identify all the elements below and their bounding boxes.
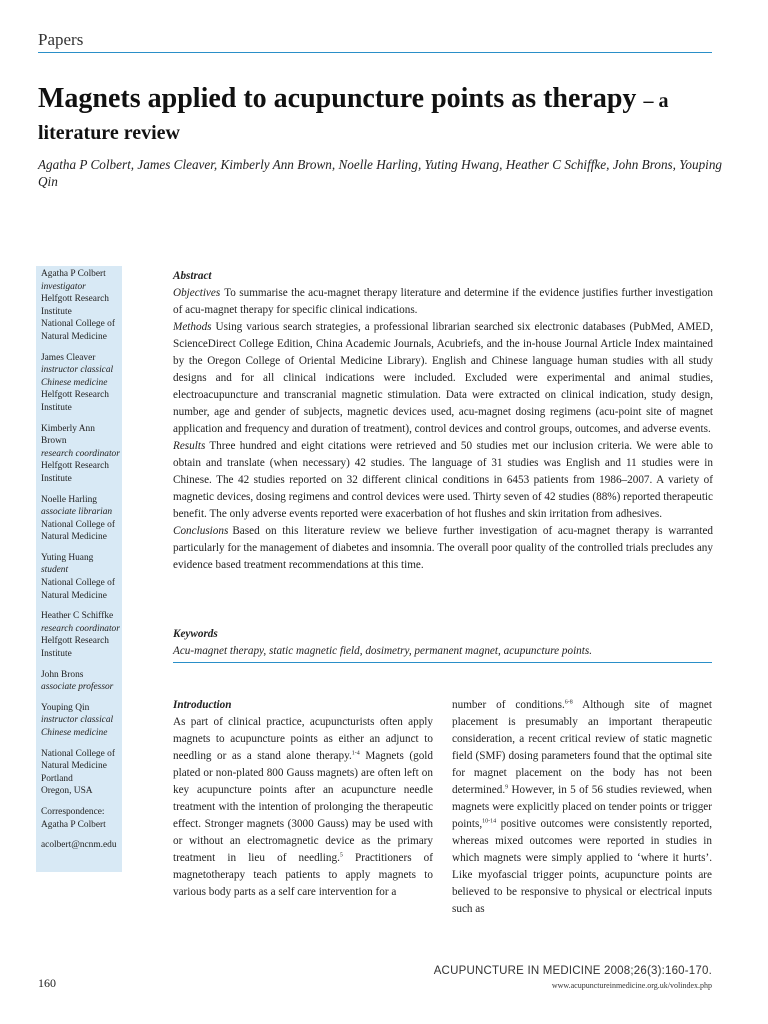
address-block [41, 748, 122, 798]
abstract-section-label: Objectives [173, 287, 221, 299]
address-line: Portland [41, 773, 73, 784]
keywords-text: Acu-magnet therapy, static magnetic field, dosimetry, permanent magnet, acupuncture points. [173, 645, 593, 657]
body-text: Although site of magnet placement is presumably an important therapeutic consideration, a recent critical review of static magnetic field (SMF) dosing parameters found that the optimal site for magnet placement on the body has not been determined. [452, 699, 712, 796]
affiliation-item [41, 702, 122, 740]
affiliation-item [41, 552, 122, 602]
correspondence-label: Correspondence: [41, 806, 105, 817]
journal-citation: ACUPUNCTURE IN MEDICINE 2008;26(3):160-170. [433, 965, 712, 977]
affiliation-item [41, 352, 122, 415]
introduction-paragraph [173, 714, 433, 901]
abstract-section-label: Conclusions [173, 525, 229, 537]
citation-reference[interactable]: 1-4 [351, 750, 360, 757]
body-text: Practitioners of magnetotherapy teach patients to apply magnets to various body parts as a self care intervention for a [173, 852, 433, 898]
top-divider [38, 52, 712, 53]
abstract-section [173, 523, 713, 574]
body-text: number of conditions. [452, 699, 565, 711]
body-text: However, in 5 of 56 studies reviewed, when magnets were explicitly placed on tender points or trigger points, [452, 784, 712, 830]
body-column-left [173, 697, 433, 901]
journal-url[interactable]: www.acupunctureinmedicine.org.uk/volindex.php [551, 981, 712, 990]
introduction-heading: Introduction [173, 699, 232, 711]
section-label: Papers [38, 30, 84, 49]
affiliation-item [41, 494, 122, 544]
correspondence-email[interactable]: acolbert@ncnm.edu [41, 840, 117, 851]
body-text: As part of clinical practice, acupuncturists often apply magnets to acupuncture points as either an adjunct to needling or as a stand alone therapy. [173, 716, 433, 762]
citation-reference[interactable]: 10-14 [482, 818, 497, 825]
address-line: Oregon, USA [41, 786, 93, 797]
abstract-body [173, 285, 713, 574]
abstract-section-text: Three hundred and eight citations were retrieved and 50 studies met our inclusion criteria. We were able to obtain and translate (when necessary) 42 studies. The language of 31 studies was English and 11 studies were in Chinese. The 42 studies reported on 32 different clinical conditions in 6453 patients from 1986–2007. A variety of magnetic devices, dosing regimens and control devices were used. Thirty seven of 42 studies (88%) reported therapeutic benefit. The only adverse events reported were exacerbation of hot flushes and skin irritation from adhesives. [173, 440, 713, 520]
citation-reference[interactable]: 5 [339, 852, 343, 859]
body-column-right [452, 697, 712, 918]
affiliation-institution: National College of Natural Medicine [41, 519, 115, 543]
affiliation-item [41, 268, 122, 344]
address-line: Natural Medicine [41, 761, 107, 772]
citation-reference[interactable]: 9 [505, 784, 509, 791]
section-divider [173, 662, 712, 663]
abstract-section [173, 438, 713, 523]
affiliation-name: Agatha P Colbert [41, 269, 106, 279]
address-line: National College of [41, 748, 115, 759]
affiliation-role: research coordinator [41, 448, 120, 459]
title-main: Magnets applied to acupuncture points as therapy [38, 83, 637, 114]
affiliation-name: Kimberly Ann Brown [41, 423, 95, 447]
abstract-section [173, 319, 713, 438]
affiliation-role: associate professor [41, 682, 114, 693]
keywords-heading: Keywords [173, 628, 218, 640]
affiliation-name: Youping Qin [41, 702, 90, 713]
body-text: Magnets (gold plated or non-plated 800 Gauss magnets) are often left on key acupuncture points after an acupuncture needle treatment with the intention of prolonging the therapeutic effect. Stronger magnets (3000 Gauss) may be used with or without an electromagnetic device as the primary treatment in lieu of needling. [173, 750, 433, 864]
affiliation-name: James Cleaver [41, 352, 96, 363]
affiliation-role: investigator [41, 281, 86, 292]
citation-reference[interactable]: 6-8 [564, 699, 573, 706]
article-title [38, 84, 718, 148]
abstract-section-label: Results [173, 440, 206, 452]
introduction-paragraph-continued [452, 697, 712, 918]
affiliation-institution: National College of Natural Medicine [41, 578, 115, 601]
affiliation-institution: Helfgott Research Institute [41, 461, 109, 484]
affiliation-role: research coordinator [41, 623, 120, 634]
email-block [41, 839, 122, 852]
affiliation-role: student [41, 565, 69, 576]
affiliations-sidebar [36, 266, 122, 872]
page-number: 160 [38, 976, 56, 990]
abstract [173, 268, 713, 574]
affiliation-name: Heather C Schiffke [41, 611, 114, 622]
affiliation-item [41, 423, 122, 486]
affiliation-name: Yuting Huang [41, 552, 94, 563]
title-sub: – a literature review [38, 90, 669, 144]
affiliation-item [41, 610, 122, 660]
abstract-heading: Abstract [173, 270, 212, 282]
body-text: positive outcomes were consistently reported, whereas mixed outcomes were reported in studies in which magnets were simply applied to ‘where it hurts’. Like myofascial trigger points, acupuncture points are believed to be responsive to physical or electrical inputs such as [452, 818, 712, 915]
affiliation-list [41, 268, 122, 740]
affiliation-item [41, 669, 122, 694]
author-list: Agatha P Colbert, James Cleaver, Kimberly Ann Brown, Noelle Harling, Yuting Hwang, Heather C Schiffke, John Brons, Youping Qin [38, 157, 723, 189]
affiliation-name: Noelle Harling [41, 494, 97, 505]
affiliation-role: associate librarian [41, 507, 113, 518]
abstract-section-text: To summarise the acu-magnet therapy literature and determine if the evidence justifies further investigation of acu-magnet therapy for specific clinical indications. [173, 287, 713, 316]
affiliation-institution: National College of Natural Medicine [41, 319, 115, 342]
abstract-section-text: Using various search strategies, a professional librarian searched six electronic databases (PubMed, AMED, ScienceDirect College Edition, China Academic Journals, Acubriefs, and the in-house Journal Article Index maintained by the Oregon College of Oriental Medicine Library). English and Chinese language human studies with all study designs and for all clinical indications were included. Excluded were experimental and animal studies, electroacupuncture and transcranial magnetic stimulation. Data were extracted on clinical indication, study design, number, age and gender of subjects, magnetic devices used, acu-magnet dosing regimens (acu-point site of magnet application and frequency and duration of treatment), control devices and control groups, outcomes, and adverse events. [173, 321, 713, 435]
correspondence-name: Agatha P Colbert [41, 819, 106, 830]
affiliation-institution: Helfgott Research Institute [41, 636, 109, 660]
affiliation-institution: Helfgott Research Institute [41, 294, 109, 317]
correspondence-block [41, 806, 122, 831]
abstract-section-label: Methods [173, 321, 212, 333]
affiliation-role: instructor classical Chinese medicine [41, 365, 114, 388]
affiliation-name: John Brons [41, 669, 84, 680]
abstract-section [173, 285, 713, 319]
affiliation-institution: Helfgott Research Institute [41, 390, 109, 413]
keywords-block [173, 626, 713, 660]
abstract-section-text: Based on this literature review we believe further investigation of acu-magnet therapy is warranted particularly for the management of diabetes and insomnia. The overall poor quality of the controlled trials precludes any evidence based treatment recommendations at this time. [173, 525, 713, 571]
affiliation-role: instructor classical Chinese medicine [41, 715, 114, 738]
